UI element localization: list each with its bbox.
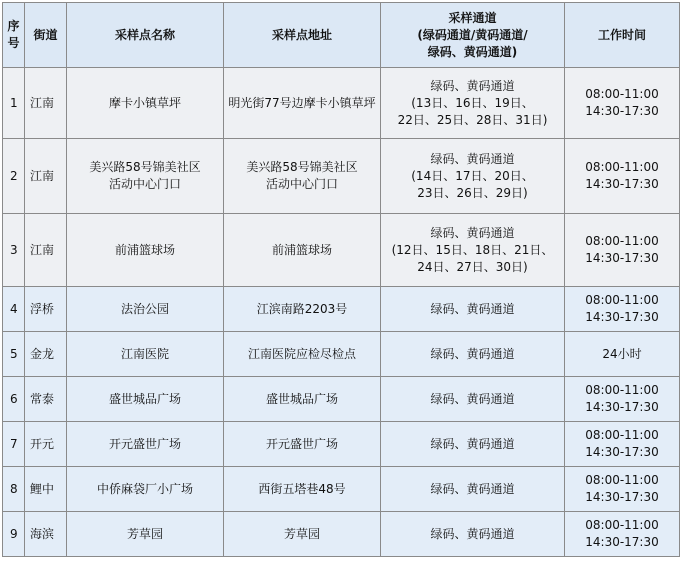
- cell-channel-line: (12日、15日、18日、21日、: [391, 242, 554, 257]
- cell-channel: [381, 287, 565, 332]
- table-row: [3, 332, 680, 377]
- cell-hours: [565, 512, 680, 557]
- table-row: [3, 287, 680, 332]
- cell-site-name-line: 活动中心门口: [108, 177, 181, 191]
- cell-channel-line: 绿码、黄码通道: [430, 391, 515, 406]
- cell-channel-line: 绿码、黄码通道: [430, 526, 515, 541]
- cell-hours: [565, 377, 680, 422]
- cell-site-address-line: 江滨南路2203号: [256, 301, 348, 316]
- cell-street: 金龙: [25, 332, 67, 377]
- header-channel: [381, 3, 565, 68]
- cell-hours-line: 08:00-11:00: [585, 473, 659, 487]
- cell-channel: [381, 512, 565, 557]
- cell-site-address: [224, 422, 381, 467]
- cell-street: 常泰: [25, 377, 67, 422]
- cell-street: 海滨: [25, 512, 67, 557]
- table-row: [3, 512, 680, 557]
- cell-index: 3: [3, 214, 25, 287]
- table-row: [3, 68, 680, 139]
- cell-channel-line: (14日、17日、20日、: [411, 168, 534, 183]
- cell-channel: [381, 332, 565, 377]
- cell-site-name-line: 前浦篮球场: [114, 242, 175, 257]
- cell-index: 9: [3, 512, 25, 557]
- sampling-sites-table-container: [2, 2, 680, 557]
- cell-hours-line: 14:30-17:30: [585, 310, 659, 324]
- cell-street: 开元: [25, 422, 67, 467]
- cell-hours-line: 08:00-11:00: [585, 87, 659, 101]
- cell-site-name-line: 芳草园: [126, 526, 163, 541]
- cell-channel-line: 绿码、黄码通道: [430, 151, 515, 166]
- cell-hours-line: 08:00-11:00: [585, 234, 659, 248]
- cell-hours-line: 14:30-17:30: [585, 400, 659, 414]
- header-index: [3, 3, 25, 68]
- cell-channel: [381, 68, 565, 139]
- cell-channel-line: 绿码、黄码通道: [430, 436, 515, 451]
- cell-site-address-line: 开元盛世广场: [265, 436, 338, 451]
- cell-hours-line: 08:00-11:00: [585, 383, 659, 397]
- cell-site-name-line: 法治公园: [120, 301, 169, 316]
- header-channel-line: 采样通道: [448, 10, 497, 25]
- cell-hours-line: 14:30-17:30: [585, 535, 659, 549]
- cell-site-address-line: 活动中心门口: [265, 177, 338, 191]
- cell-index: 2: [3, 139, 25, 214]
- cell-index: 1: [3, 68, 25, 139]
- cell-channel-line: 绿码、黄码通道: [430, 346, 515, 361]
- cell-channel-line: 绿码、黄码通道: [430, 481, 515, 496]
- header-street: 街道: [25, 3, 67, 68]
- cell-hours-line: 08:00-11:00: [585, 293, 659, 307]
- cell-site-name-line: 美兴路58号锦美社区: [89, 160, 201, 174]
- cell-channel: [381, 422, 565, 467]
- cell-street: 江南: [25, 139, 67, 214]
- cell-site-address-line: 西街五塔巷48号: [258, 481, 346, 496]
- cell-site-address-line: 江南医院应检尽检点: [247, 346, 356, 361]
- cell-hours-line: 08:00-11:00: [585, 518, 659, 532]
- cell-site-address: [224, 214, 381, 287]
- header-channel-line: 绿码、黄码通道): [427, 44, 518, 59]
- table-row: [3, 467, 680, 512]
- cell-street: 江南: [25, 214, 67, 287]
- cell-channel: [381, 139, 565, 214]
- cell-site-address: [224, 512, 381, 557]
- header-index-line: 序: [7, 19, 20, 33]
- cell-site-name: [67, 422, 224, 467]
- cell-hours: [565, 467, 680, 512]
- table-row: [3, 422, 680, 467]
- cell-hours-line: 14:30-17:30: [585, 104, 659, 118]
- cell-index: 8: [3, 467, 25, 512]
- cell-site-name: [67, 512, 224, 557]
- cell-index: 6: [3, 377, 25, 422]
- cell-channel-line: 24日、27日、30日): [417, 259, 528, 274]
- cell-channel-line: 绿码、黄码通道: [430, 78, 515, 93]
- cell-channel-line: 23日、26日、29日): [417, 185, 528, 200]
- header-hours: 工作时间: [565, 3, 680, 68]
- cell-channel: [381, 377, 565, 422]
- cell-street: 江南: [25, 68, 67, 139]
- cell-street: 浮桥: [25, 287, 67, 332]
- cell-index: 7: [3, 422, 25, 467]
- cell-hours-line: 24小时: [602, 346, 642, 361]
- cell-hours-line: 14:30-17:30: [585, 445, 659, 459]
- table-row: [3, 377, 680, 422]
- cell-site-name-line: 江南医院: [120, 346, 169, 361]
- cell-site-name: [67, 467, 224, 512]
- cell-site-address-line: 明光街77号边摩卡小镇草坪: [228, 95, 376, 110]
- cell-hours-line: 08:00-11:00: [585, 428, 659, 442]
- cell-hours-line: 08:00-11:00: [585, 160, 659, 174]
- cell-hours: [565, 139, 680, 214]
- cell-site-name: [67, 377, 224, 422]
- cell-site-address: [224, 332, 381, 377]
- cell-index: 5: [3, 332, 25, 377]
- cell-site-address-line: 盛世城品广场: [265, 391, 338, 406]
- cell-site-address-line: 美兴路58号锦美社区: [246, 160, 358, 174]
- cell-site-name: [67, 332, 224, 377]
- cell-site-address: [224, 287, 381, 332]
- sampling-sites-table: [2, 2, 680, 557]
- cell-channel-line: 22日、25日、28日、31日): [397, 112, 548, 127]
- header-channel-line: (绿码通道/黄码通道/: [417, 27, 528, 42]
- cell-site-name: [67, 68, 224, 139]
- cell-site-name: [67, 139, 224, 214]
- cell-site-address: [224, 467, 381, 512]
- cell-hours-line: 14:30-17:30: [585, 490, 659, 504]
- cell-hours: [565, 214, 680, 287]
- cell-channel-line: 绿码、黄码通道: [430, 225, 515, 240]
- cell-hours: [565, 68, 680, 139]
- cell-site-address: [224, 139, 381, 214]
- cell-hours: [565, 332, 680, 377]
- cell-channel: [381, 214, 565, 287]
- cell-channel-line: (13日、16日、19日、: [411, 95, 534, 110]
- cell-site-name: [67, 287, 224, 332]
- cell-site-address-line: 芳草园: [283, 526, 320, 541]
- cell-site-name-line: 中侨麻袋厂小广场: [96, 481, 193, 496]
- cell-site-address: [224, 68, 381, 139]
- table-row: [3, 139, 680, 214]
- header-site-name: 采样点名称: [67, 3, 224, 68]
- cell-hours-line: 14:30-17:30: [585, 251, 659, 265]
- cell-hours: [565, 287, 680, 332]
- cell-site-name-line: 摩卡小镇草坪: [108, 95, 181, 110]
- cell-street: 鲤中: [25, 467, 67, 512]
- cell-site-name: [67, 214, 224, 287]
- cell-index: 4: [3, 287, 25, 332]
- cell-site-address-line: 前浦篮球场: [271, 242, 332, 257]
- cell-channel: [381, 467, 565, 512]
- table-header-row: [3, 3, 680, 68]
- cell-hours-line: 14:30-17:30: [585, 177, 659, 191]
- cell-hours: [565, 422, 680, 467]
- cell-site-name-line: 开元盛世广场: [108, 436, 181, 451]
- table-row: [3, 214, 680, 287]
- header-index-line: 号: [7, 36, 20, 50]
- cell-channel-line: 绿码、黄码通道: [430, 301, 515, 316]
- cell-site-address: [224, 377, 381, 422]
- header-site-address: 采样点地址: [224, 3, 381, 68]
- cell-site-name-line: 盛世城品广场: [108, 391, 181, 406]
